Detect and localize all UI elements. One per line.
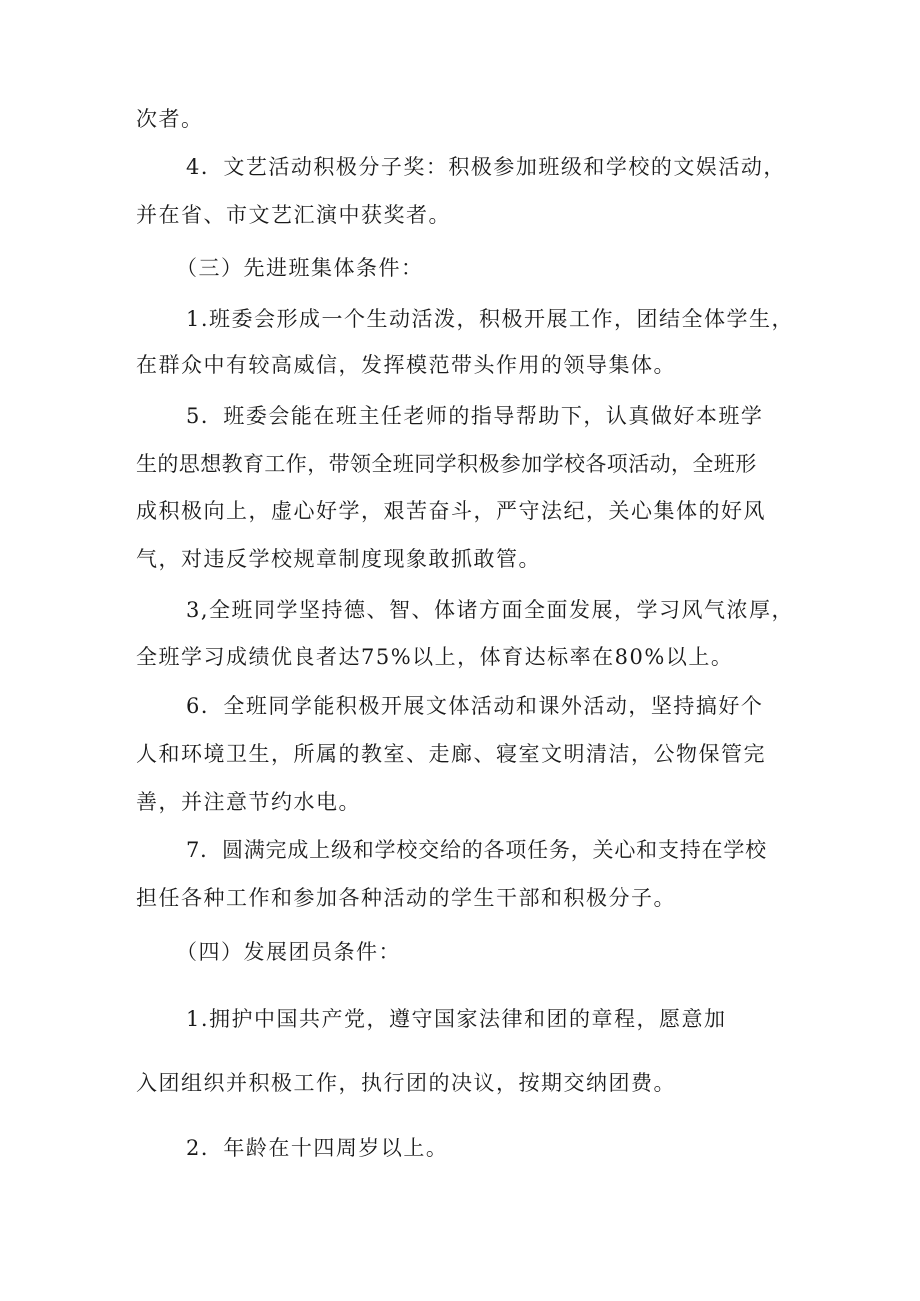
- text-line: 善，并注意节约水电。: [136, 790, 361, 814]
- text-line: 气，对违反学校规章制度现象敢抓敢管。: [136, 547, 541, 571]
- text-line: 全班学习成绩优良者达75%以上，体育达标率在80%以上。: [136, 645, 734, 669]
- text-line: 成积极向上，虚心好学，艰苦奋斗，严守法纪，关心集体的好风: [136, 499, 766, 523]
- text-line: 2．年龄在十四周岁以上。: [186, 1136, 449, 1160]
- text-line: 4．文艺活动积极分子奖：积极参加班级和学校的文娱活动，: [186, 155, 786, 179]
- text-line: 6．全班同学能积极开展文体活动和课外活动，坚持搞好个: [186, 694, 764, 718]
- text-line: 1.拥护中国共产党，遵守国家法律和团的章程，愿意加: [186, 1007, 727, 1031]
- text-line: 入团组织并积极工作，执行团的决议，按期交纳团费。: [136, 1071, 676, 1095]
- section-heading: （三）先进班集体条件：: [176, 256, 424, 280]
- text-line: 7．圆满完成上级和学校交给的各项任务，关心和支持在学校: [186, 838, 767, 862]
- text-line: 人和环境卫生，所属的教室、走廊、寝室文明清洁，公物保管完: [136, 742, 766, 766]
- text-line: 在群众中有较高威信，发挥模范带头作用的领导集体。: [136, 353, 676, 377]
- section-heading: （四）发展团员条件：: [176, 940, 401, 964]
- text-line: 生的思想教育工作，带领全班同学积极参加学校各项活动，全班形: [136, 452, 757, 476]
- text-line: 担任各种工作和参加各种活动的学生干部和积极分子。: [136, 886, 676, 910]
- text-line: 1.班委会形成一个生动活泼，积极开展工作，团结全体学生，: [186, 307, 795, 331]
- text-line: 5．班委会能在班主任老师的指导帮助下，认真做好本班学: [186, 404, 764, 428]
- text-line: 次者。: [136, 107, 204, 131]
- text-line: 3,全班同学坚持德、智、体诸方面全面发展，学习风气浓厚，: [186, 598, 795, 622]
- text-line: 并在省、市文艺汇演中获奖者。: [136, 203, 451, 227]
